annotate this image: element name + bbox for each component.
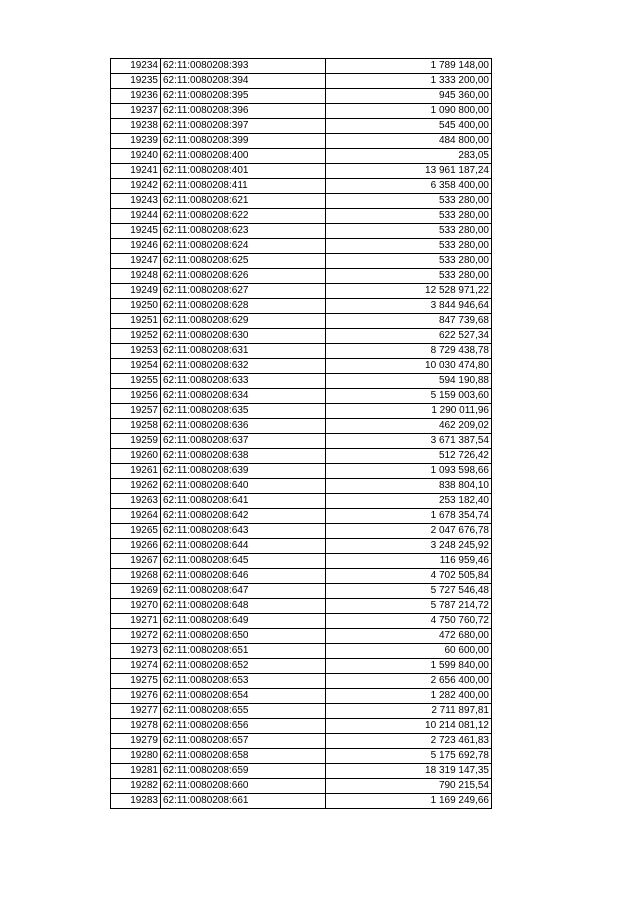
cadastral-number: 62:11:0080208:650 bbox=[161, 629, 326, 644]
table-row bbox=[111, 479, 492, 494]
cadastral-number: 62:11:0080208:653 bbox=[161, 674, 326, 689]
cadastral-value: 1 282 400,00 bbox=[326, 689, 492, 704]
cadastral-value: 10 030 474,80 bbox=[326, 359, 492, 374]
row-number: 19239 bbox=[111, 134, 161, 149]
cadastral-number: 62:11:0080208:657 bbox=[161, 734, 326, 749]
cadastral-number: 62:11:0080208:626 bbox=[161, 269, 326, 284]
row-number: 19248 bbox=[111, 269, 161, 284]
row-number: 19257 bbox=[111, 404, 161, 419]
row-number: 19252 bbox=[111, 329, 161, 344]
row-number: 19249 bbox=[111, 284, 161, 299]
cadastral-number: 62:11:0080208:642 bbox=[161, 509, 326, 524]
cadastral-number: 62:11:0080208:395 bbox=[161, 89, 326, 104]
row-number: 19250 bbox=[111, 299, 161, 314]
cadastral-number: 62:11:0080208:625 bbox=[161, 254, 326, 269]
table-row bbox=[111, 224, 492, 239]
cadastral-number: 62:11:0080208:411 bbox=[161, 179, 326, 194]
cadastral-value: 13 961 187,24 bbox=[326, 164, 492, 179]
cadastral-value: 533 280,00 bbox=[326, 224, 492, 239]
table-row bbox=[111, 239, 492, 254]
table-row bbox=[111, 284, 492, 299]
table-row bbox=[111, 164, 492, 179]
cadastral-number: 62:11:0080208:400 bbox=[161, 149, 326, 164]
row-number: 19264 bbox=[111, 509, 161, 524]
row-number: 19268 bbox=[111, 569, 161, 584]
table-row bbox=[111, 389, 492, 404]
cadastral-value: 10 214 081,12 bbox=[326, 719, 492, 734]
table-row bbox=[111, 374, 492, 389]
cadastral-value: 838 804,10 bbox=[326, 479, 492, 494]
table-row bbox=[111, 704, 492, 719]
row-number: 19258 bbox=[111, 419, 161, 434]
cadastral-number: 62:11:0080208:654 bbox=[161, 689, 326, 704]
table-row bbox=[111, 434, 492, 449]
row-number: 19272 bbox=[111, 629, 161, 644]
cadastral-number: 62:11:0080208:631 bbox=[161, 344, 326, 359]
table-row bbox=[111, 524, 492, 539]
cadastral-value: 484 800,00 bbox=[326, 134, 492, 149]
table-row bbox=[111, 329, 492, 344]
row-number: 19246 bbox=[111, 239, 161, 254]
cadastral-number: 62:11:0080208:632 bbox=[161, 359, 326, 374]
table-row bbox=[111, 554, 492, 569]
table-row bbox=[111, 119, 492, 134]
row-number: 19247 bbox=[111, 254, 161, 269]
table-row bbox=[111, 779, 492, 794]
cadastral-value: 2 723 461,83 bbox=[326, 734, 492, 749]
cadastral-number: 62:11:0080208:401 bbox=[161, 164, 326, 179]
row-number: 19255 bbox=[111, 374, 161, 389]
table-row bbox=[111, 584, 492, 599]
cadastral-number: 62:11:0080208:394 bbox=[161, 74, 326, 89]
cadastral-value: 8 729 438,78 bbox=[326, 344, 492, 359]
cadastral-number: 62:11:0080208:629 bbox=[161, 314, 326, 329]
row-number: 19241 bbox=[111, 164, 161, 179]
cadastral-number: 62:11:0080208:645 bbox=[161, 554, 326, 569]
cadastral-number: 62:11:0080208:651 bbox=[161, 644, 326, 659]
cadastral-number: 62:11:0080208:636 bbox=[161, 419, 326, 434]
cadastral-value: 18 319 147,35 bbox=[326, 764, 492, 779]
table-body bbox=[111, 59, 492, 809]
table-row bbox=[111, 614, 492, 629]
cadastral-value: 945 360,00 bbox=[326, 89, 492, 104]
cadastral-number: 62:11:0080208:656 bbox=[161, 719, 326, 734]
cadastral-table bbox=[110, 58, 492, 809]
cadastral-number: 62:11:0080208:634 bbox=[161, 389, 326, 404]
table-row bbox=[111, 134, 492, 149]
table-row bbox=[111, 359, 492, 374]
cadastral-value: 2 656 400,00 bbox=[326, 674, 492, 689]
row-number: 19263 bbox=[111, 494, 161, 509]
table-row bbox=[111, 314, 492, 329]
cadastral-value: 5 159 003,60 bbox=[326, 389, 492, 404]
table-row bbox=[111, 569, 492, 584]
table-row bbox=[111, 644, 492, 659]
cadastral-value: 2 711 897,81 bbox=[326, 704, 492, 719]
row-number: 19234 bbox=[111, 59, 161, 74]
cadastral-value: 116 959,46 bbox=[326, 554, 492, 569]
row-number: 19253 bbox=[111, 344, 161, 359]
row-number: 19260 bbox=[111, 449, 161, 464]
cadastral-value: 1 789 148,00 bbox=[326, 59, 492, 74]
cadastral-number: 62:11:0080208:647 bbox=[161, 584, 326, 599]
row-number: 19262 bbox=[111, 479, 161, 494]
row-number: 19270 bbox=[111, 599, 161, 614]
row-number: 19242 bbox=[111, 179, 161, 194]
cadastral-value: 4 702 505,84 bbox=[326, 569, 492, 584]
cadastral-value: 533 280,00 bbox=[326, 269, 492, 284]
cadastral-value: 3 671 387,54 bbox=[326, 434, 492, 449]
cadastral-value: 2 047 676,78 bbox=[326, 524, 492, 539]
row-number: 19267 bbox=[111, 554, 161, 569]
cadastral-number: 62:11:0080208:660 bbox=[161, 779, 326, 794]
cadastral-value: 4 750 760,72 bbox=[326, 614, 492, 629]
cadastral-value: 5 787 214,72 bbox=[326, 599, 492, 614]
cadastral-value: 5 727 546,48 bbox=[326, 584, 492, 599]
cadastral-number: 62:11:0080208:628 bbox=[161, 299, 326, 314]
cadastral-value: 472 680,00 bbox=[326, 629, 492, 644]
table-row bbox=[111, 539, 492, 554]
table-row bbox=[111, 689, 492, 704]
row-number: 19282 bbox=[111, 779, 161, 794]
table-row bbox=[111, 149, 492, 164]
cadastral-number: 62:11:0080208:649 bbox=[161, 614, 326, 629]
row-number: 19245 bbox=[111, 224, 161, 239]
cadastral-number: 62:11:0080208:648 bbox=[161, 599, 326, 614]
table-row bbox=[111, 509, 492, 524]
table-row bbox=[111, 764, 492, 779]
row-number: 19244 bbox=[111, 209, 161, 224]
cadastral-value: 622 527,34 bbox=[326, 329, 492, 344]
row-number: 19269 bbox=[111, 584, 161, 599]
table-row bbox=[111, 449, 492, 464]
cadastral-number: 62:11:0080208:658 bbox=[161, 749, 326, 764]
row-number: 19254 bbox=[111, 359, 161, 374]
row-number: 19243 bbox=[111, 194, 161, 209]
row-number: 19251 bbox=[111, 314, 161, 329]
row-number: 19238 bbox=[111, 119, 161, 134]
cadastral-value: 533 280,00 bbox=[326, 209, 492, 224]
cadastral-number: 62:11:0080208:637 bbox=[161, 434, 326, 449]
table-row bbox=[111, 59, 492, 74]
cadastral-value: 253 182,40 bbox=[326, 494, 492, 509]
cadastral-number: 62:11:0080208:624 bbox=[161, 239, 326, 254]
table-row bbox=[111, 299, 492, 314]
row-number: 19237 bbox=[111, 104, 161, 119]
cadastral-value: 3 248 245,92 bbox=[326, 539, 492, 554]
table-row bbox=[111, 269, 492, 284]
row-number: 19280 bbox=[111, 749, 161, 764]
table-row bbox=[111, 194, 492, 209]
cadastral-number: 62:11:0080208:659 bbox=[161, 764, 326, 779]
cadastral-value: 283,05 bbox=[326, 149, 492, 164]
cadastral-number: 62:11:0080208:622 bbox=[161, 209, 326, 224]
table-row bbox=[111, 749, 492, 764]
cadastral-number: 62:11:0080208:396 bbox=[161, 104, 326, 119]
cadastral-number: 62:11:0080208:646 bbox=[161, 569, 326, 584]
row-number: 19236 bbox=[111, 89, 161, 104]
table-row bbox=[111, 464, 492, 479]
row-number: 19278 bbox=[111, 719, 161, 734]
row-number: 19256 bbox=[111, 389, 161, 404]
row-number: 19240 bbox=[111, 149, 161, 164]
row-number: 19275 bbox=[111, 674, 161, 689]
row-number: 19261 bbox=[111, 464, 161, 479]
cadastral-number: 62:11:0080208:623 bbox=[161, 224, 326, 239]
cadastral-number: 62:11:0080208:399 bbox=[161, 134, 326, 149]
cadastral-value: 1 599 840,00 bbox=[326, 659, 492, 674]
table-row bbox=[111, 74, 492, 89]
cadastral-value: 1 090 800,00 bbox=[326, 104, 492, 119]
table-row bbox=[111, 404, 492, 419]
cadastral-value: 790 215,54 bbox=[326, 779, 492, 794]
cadastral-value: 462 209,02 bbox=[326, 419, 492, 434]
row-number: 19274 bbox=[111, 659, 161, 674]
cadastral-number: 62:11:0080208:630 bbox=[161, 329, 326, 344]
cadastral-value: 533 280,00 bbox=[326, 194, 492, 209]
table-row bbox=[111, 254, 492, 269]
cadastral-value: 545 400,00 bbox=[326, 119, 492, 134]
cadastral-number: 62:11:0080208:635 bbox=[161, 404, 326, 419]
cadastral-value: 512 726,42 bbox=[326, 449, 492, 464]
cadastral-number: 62:11:0080208:643 bbox=[161, 524, 326, 539]
row-number: 19283 bbox=[111, 794, 161, 809]
cadastral-value: 1 333 200,00 bbox=[326, 74, 492, 89]
cadastral-value: 12 528 971,22 bbox=[326, 284, 492, 299]
table-row bbox=[111, 494, 492, 509]
cadastral-number: 62:11:0080208:397 bbox=[161, 119, 326, 134]
cadastral-number: 62:11:0080208:621 bbox=[161, 194, 326, 209]
row-number: 19265 bbox=[111, 524, 161, 539]
row-number: 19271 bbox=[111, 614, 161, 629]
cadastral-value: 533 280,00 bbox=[326, 254, 492, 269]
cadastral-value: 60 600,00 bbox=[326, 644, 492, 659]
cadastral-value: 533 280,00 bbox=[326, 239, 492, 254]
cadastral-number: 62:11:0080208:393 bbox=[161, 59, 326, 74]
cadastral-value: 1 290 011,96 bbox=[326, 404, 492, 419]
row-number: 19273 bbox=[111, 644, 161, 659]
cadastral-number: 62:11:0080208:644 bbox=[161, 539, 326, 554]
cadastral-number: 62:11:0080208:640 bbox=[161, 479, 326, 494]
cadastral-number: 62:11:0080208:661 bbox=[161, 794, 326, 809]
cadastral-number: 62:11:0080208:652 bbox=[161, 659, 326, 674]
table-row bbox=[111, 599, 492, 614]
cadastral-number: 62:11:0080208:627 bbox=[161, 284, 326, 299]
table-row bbox=[111, 179, 492, 194]
table-row bbox=[111, 89, 492, 104]
row-number: 19276 bbox=[111, 689, 161, 704]
row-number: 19259 bbox=[111, 434, 161, 449]
cadastral-number: 62:11:0080208:655 bbox=[161, 704, 326, 719]
table-row bbox=[111, 794, 492, 809]
cadastral-number: 62:11:0080208:638 bbox=[161, 449, 326, 464]
cadastral-value: 1 678 354,74 bbox=[326, 509, 492, 524]
row-number: 19277 bbox=[111, 704, 161, 719]
table-row bbox=[111, 674, 492, 689]
cadastral-value: 3 844 946,64 bbox=[326, 299, 492, 314]
cadastral-value: 1 169 249,66 bbox=[326, 794, 492, 809]
cadastral-number: 62:11:0080208:633 bbox=[161, 374, 326, 389]
cadastral-value: 594 190,88 bbox=[326, 374, 492, 389]
table-row bbox=[111, 719, 492, 734]
row-number: 19281 bbox=[111, 764, 161, 779]
cadastral-value: 6 358 400,00 bbox=[326, 179, 492, 194]
row-number: 19235 bbox=[111, 74, 161, 89]
cadastral-value: 1 093 598,66 bbox=[326, 464, 492, 479]
table-row bbox=[111, 419, 492, 434]
table-row bbox=[111, 344, 492, 359]
row-number: 19279 bbox=[111, 734, 161, 749]
table-row bbox=[111, 104, 492, 119]
cadastral-number: 62:11:0080208:639 bbox=[161, 464, 326, 479]
table-row bbox=[111, 629, 492, 644]
table-row bbox=[111, 734, 492, 749]
cadastral-number: 62:11:0080208:641 bbox=[161, 494, 326, 509]
table-row bbox=[111, 659, 492, 674]
cadastral-value: 5 175 692,78 bbox=[326, 749, 492, 764]
table-row bbox=[111, 209, 492, 224]
cadastral-value: 847 739,68 bbox=[326, 314, 492, 329]
row-number: 19266 bbox=[111, 539, 161, 554]
